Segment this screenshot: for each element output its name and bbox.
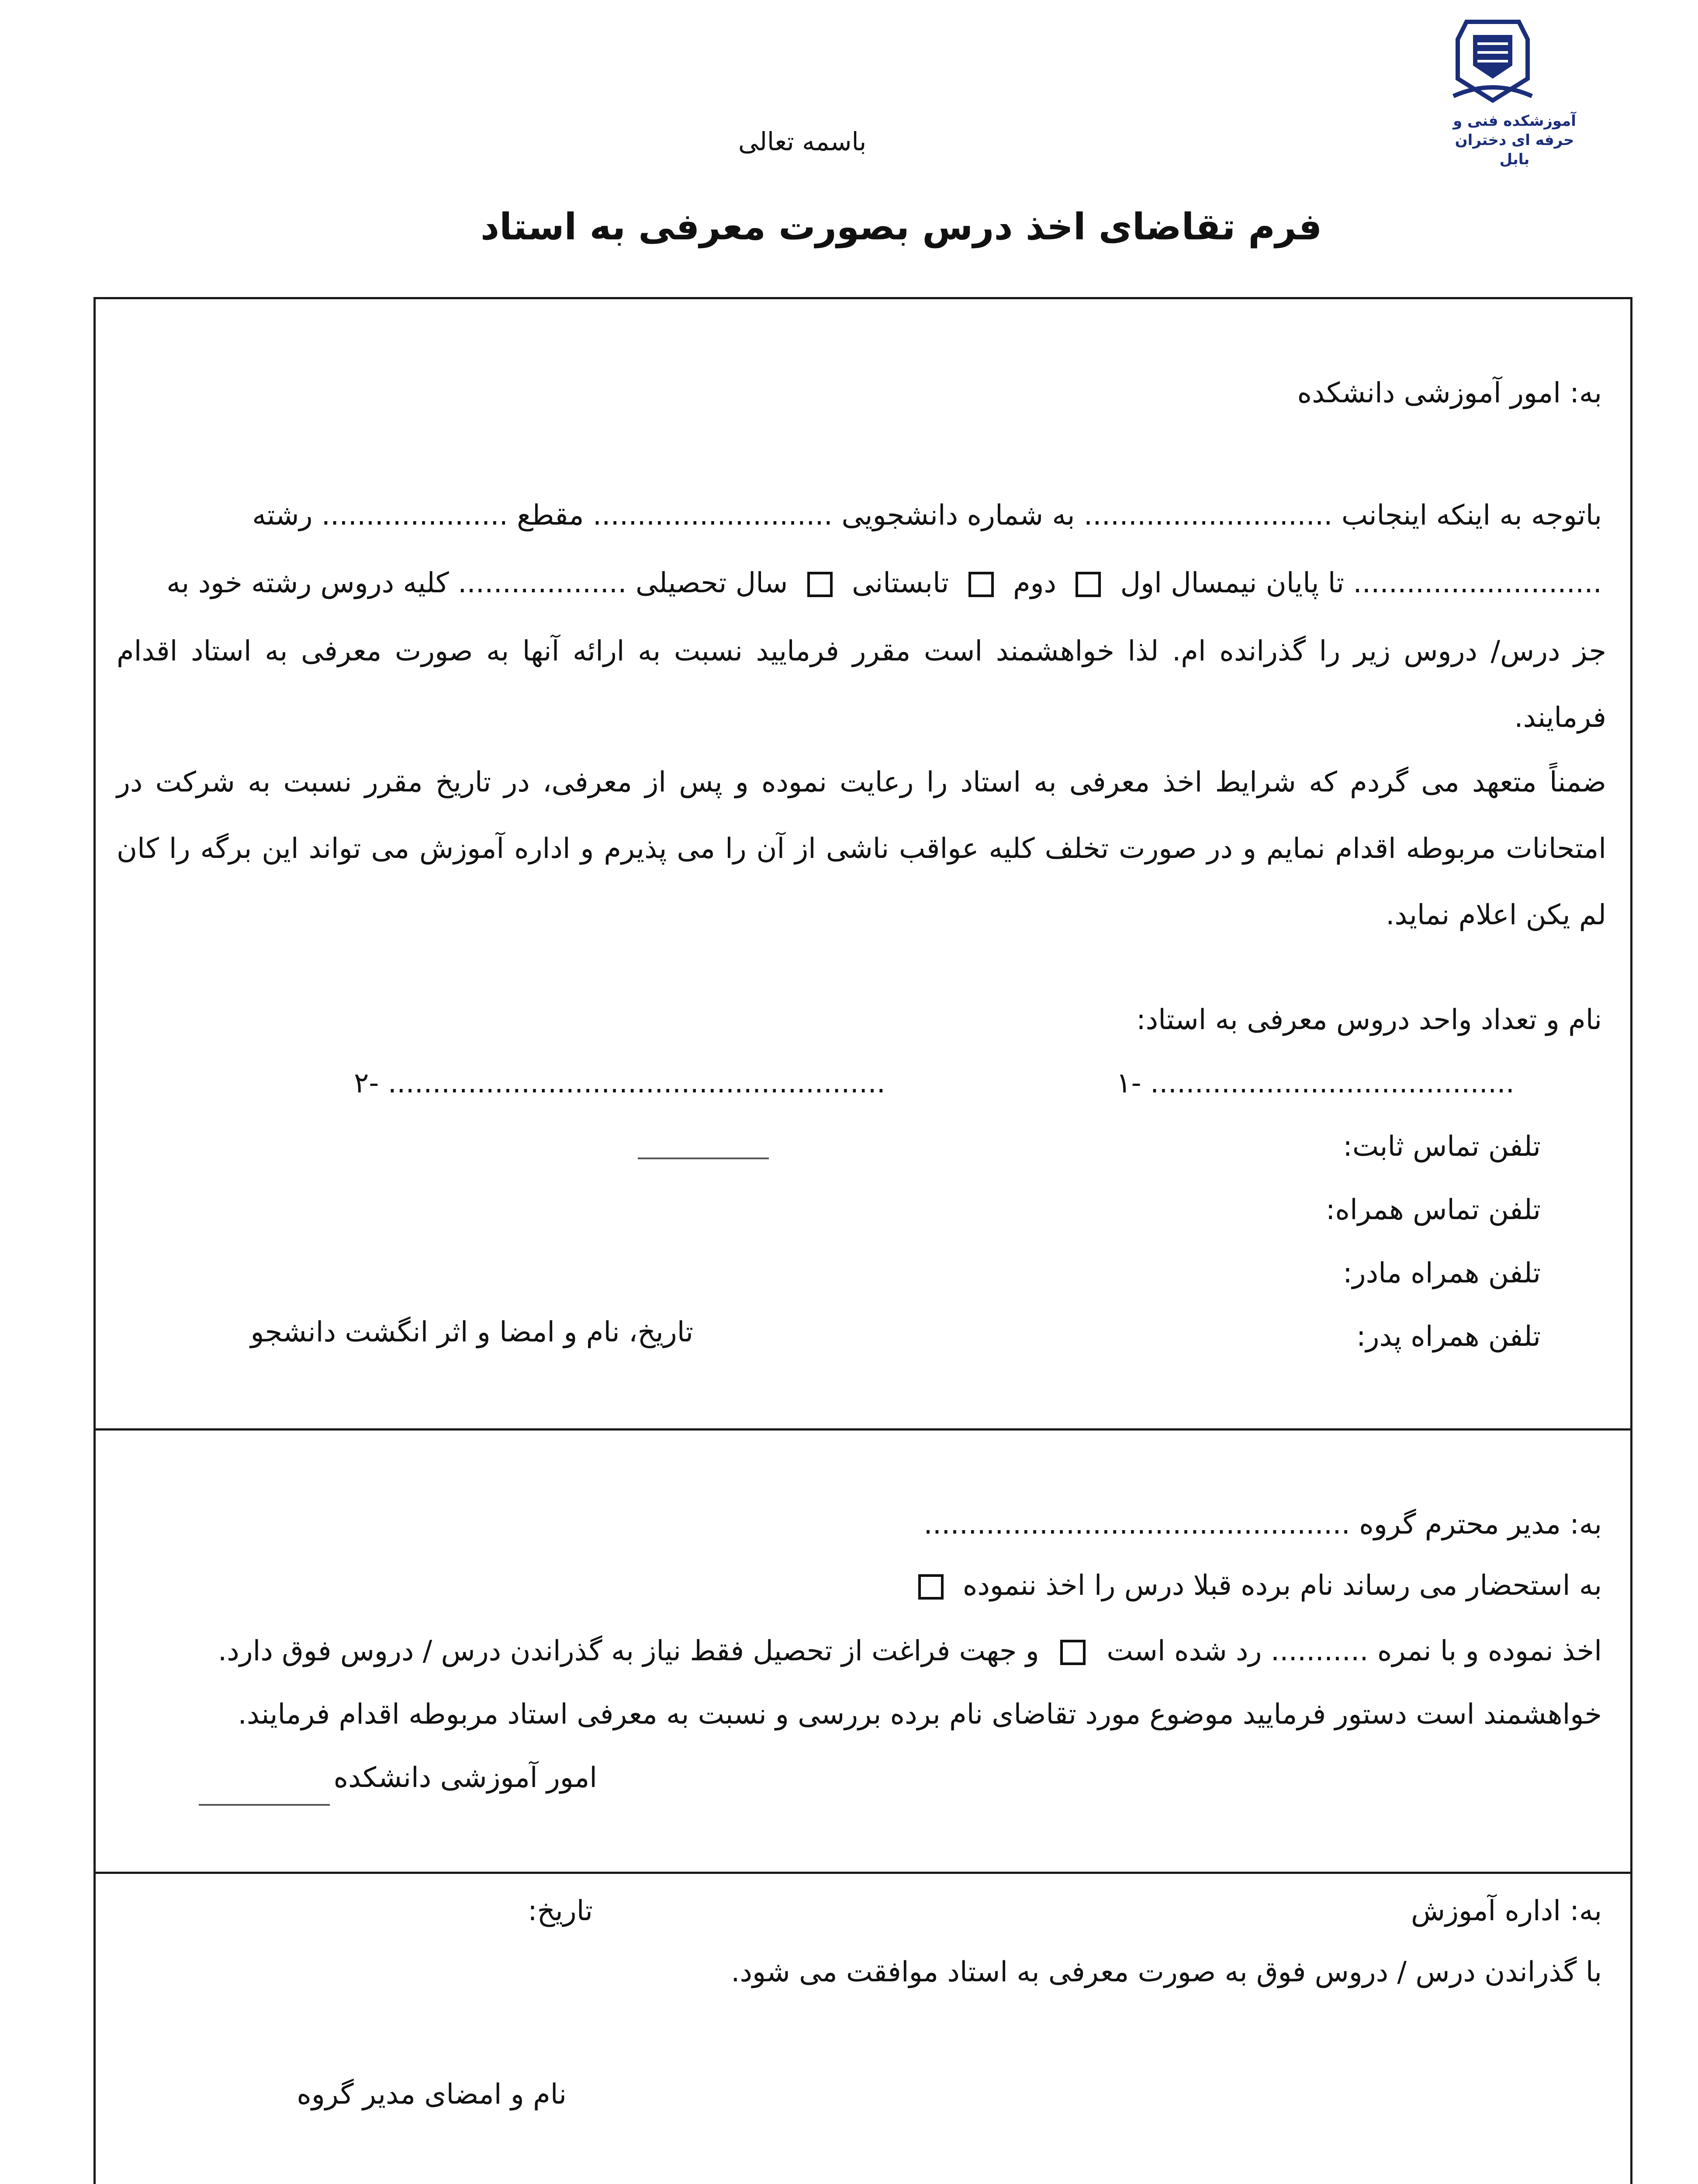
not-taken-line [918,1568,1602,1603]
semester-line-end: سال تحصیلی ................... کلیه دروس رشته خود به [166,567,788,599]
failed-line [218,1634,1602,1669]
summer-label: تابستانی [852,567,949,599]
department-signer: امور آموزشی دانشکده [333,1762,597,1794]
approval-date-label: تاریخ: [528,1895,593,1927]
course-1-field[interactable]: ١- ......................................... [1116,1067,1515,1099]
failed-text: اخذ نموده و با نمره ........... رد شده است [1107,1635,1602,1667]
commitment-paragraph: ضمناً متعهد می گردم که شرایط اخذ معرفی به استاد را رعایت نموده و پس از معرفی، در تاریخ مقرر نسبت به شرکت در امتحانات مربوطه اقدام نمایم و در صورت تخلف کلیه عواقب ناشی از آن را می پذیرم و اداره آموزش می تواند این برگه را کان لم یکن اعلام نماید. [117,766,1606,931]
not-taken-checkbox[interactable] [918,1574,944,1600]
semester-line [104,566,1602,601]
department-recipient: به: مدیر محترم گروه ................................................ [923,1508,1602,1541]
section-divider-2 [93,1872,1632,1874]
graduation-need-text: و جهت فراغت از تحصیل فقط نیاز به گذراندن درس / دروس فوق دارد. [218,1635,1039,1667]
failed-checkbox[interactable] [1060,1640,1086,1665]
phone-fixed-label: تلفن تماس ثابت: [1343,1130,1541,1163]
second-semester-checkbox[interactable] [968,572,994,597]
request-paragraph: جز درس/ دروس زیر را گذرانده ام. لذا خواهشمند است مقرر فرمایید نسبت به ارائه آنها به صورت معرفی به استاد اقدام فرمایند. [117,635,1606,734]
form-title: فرم تقاضای اخذ درس بصورت معرفی به استاد [481,205,1322,248]
first-semester-checkbox[interactable] [1076,572,1101,597]
course-2-field[interactable]: ٢- ........................................................ [353,1067,885,1099]
group-manager-signature-label: نام و امضای مدیر گروه [297,2078,567,2111]
phone-mother-label: تلفن همراه مادر: [1343,1257,1541,1289]
department-signature-line [199,1804,330,1806]
approval-recipient: به: اداره آموزش [1411,1895,1602,1927]
section-divider-1 [93,1428,1632,1431]
basmala: باسمه تعالی [738,127,867,156]
phone-mobile-label: تلفن تماس همراه: [1325,1194,1541,1226]
phone-fixed-field[interactable] [638,1158,769,1159]
approval-text: با گذراندن درس / دروس فوق به صورت معرفی به استاد موافقت می شود. [731,1956,1602,1988]
department-request-line: خواهشمند است دستور فرمایید موضوع مورد تقاضای نام برده بررسی و نسبت به معرفی استاد مربوطه اقدام فرمایند. [238,1698,1602,1731]
logo-text: آموزشکده فنی و حرفه ای دختران بابل [1453,112,1576,168]
courses-label: نام و تعداد واحد دروس معرفی به استاد: [1136,1004,1602,1036]
semester-line-start: ............................ تا پایان نیمسال اول [1120,567,1602,599]
summer-checkbox[interactable] [807,572,833,597]
student-intro-line: باتوجه به اینکه اینجانب ............................ به شماره دانشجویی ........................... مقطع ..................... رشته [252,499,1602,532]
second-semester-label: دوم [1013,567,1056,599]
student-signature-label: تاریخ، نام و امضا و اثر انگشت دانشجو [250,1316,693,1348]
not-taken-text: به استحضار می رساند نام برده قبلا درس را اخذ ننموده [962,1569,1602,1602]
phone-father-label: تلفن همراه پدر: [1356,1320,1541,1353]
student-section-recipient: به: امور آموزشی دانشکده [1297,377,1602,409]
